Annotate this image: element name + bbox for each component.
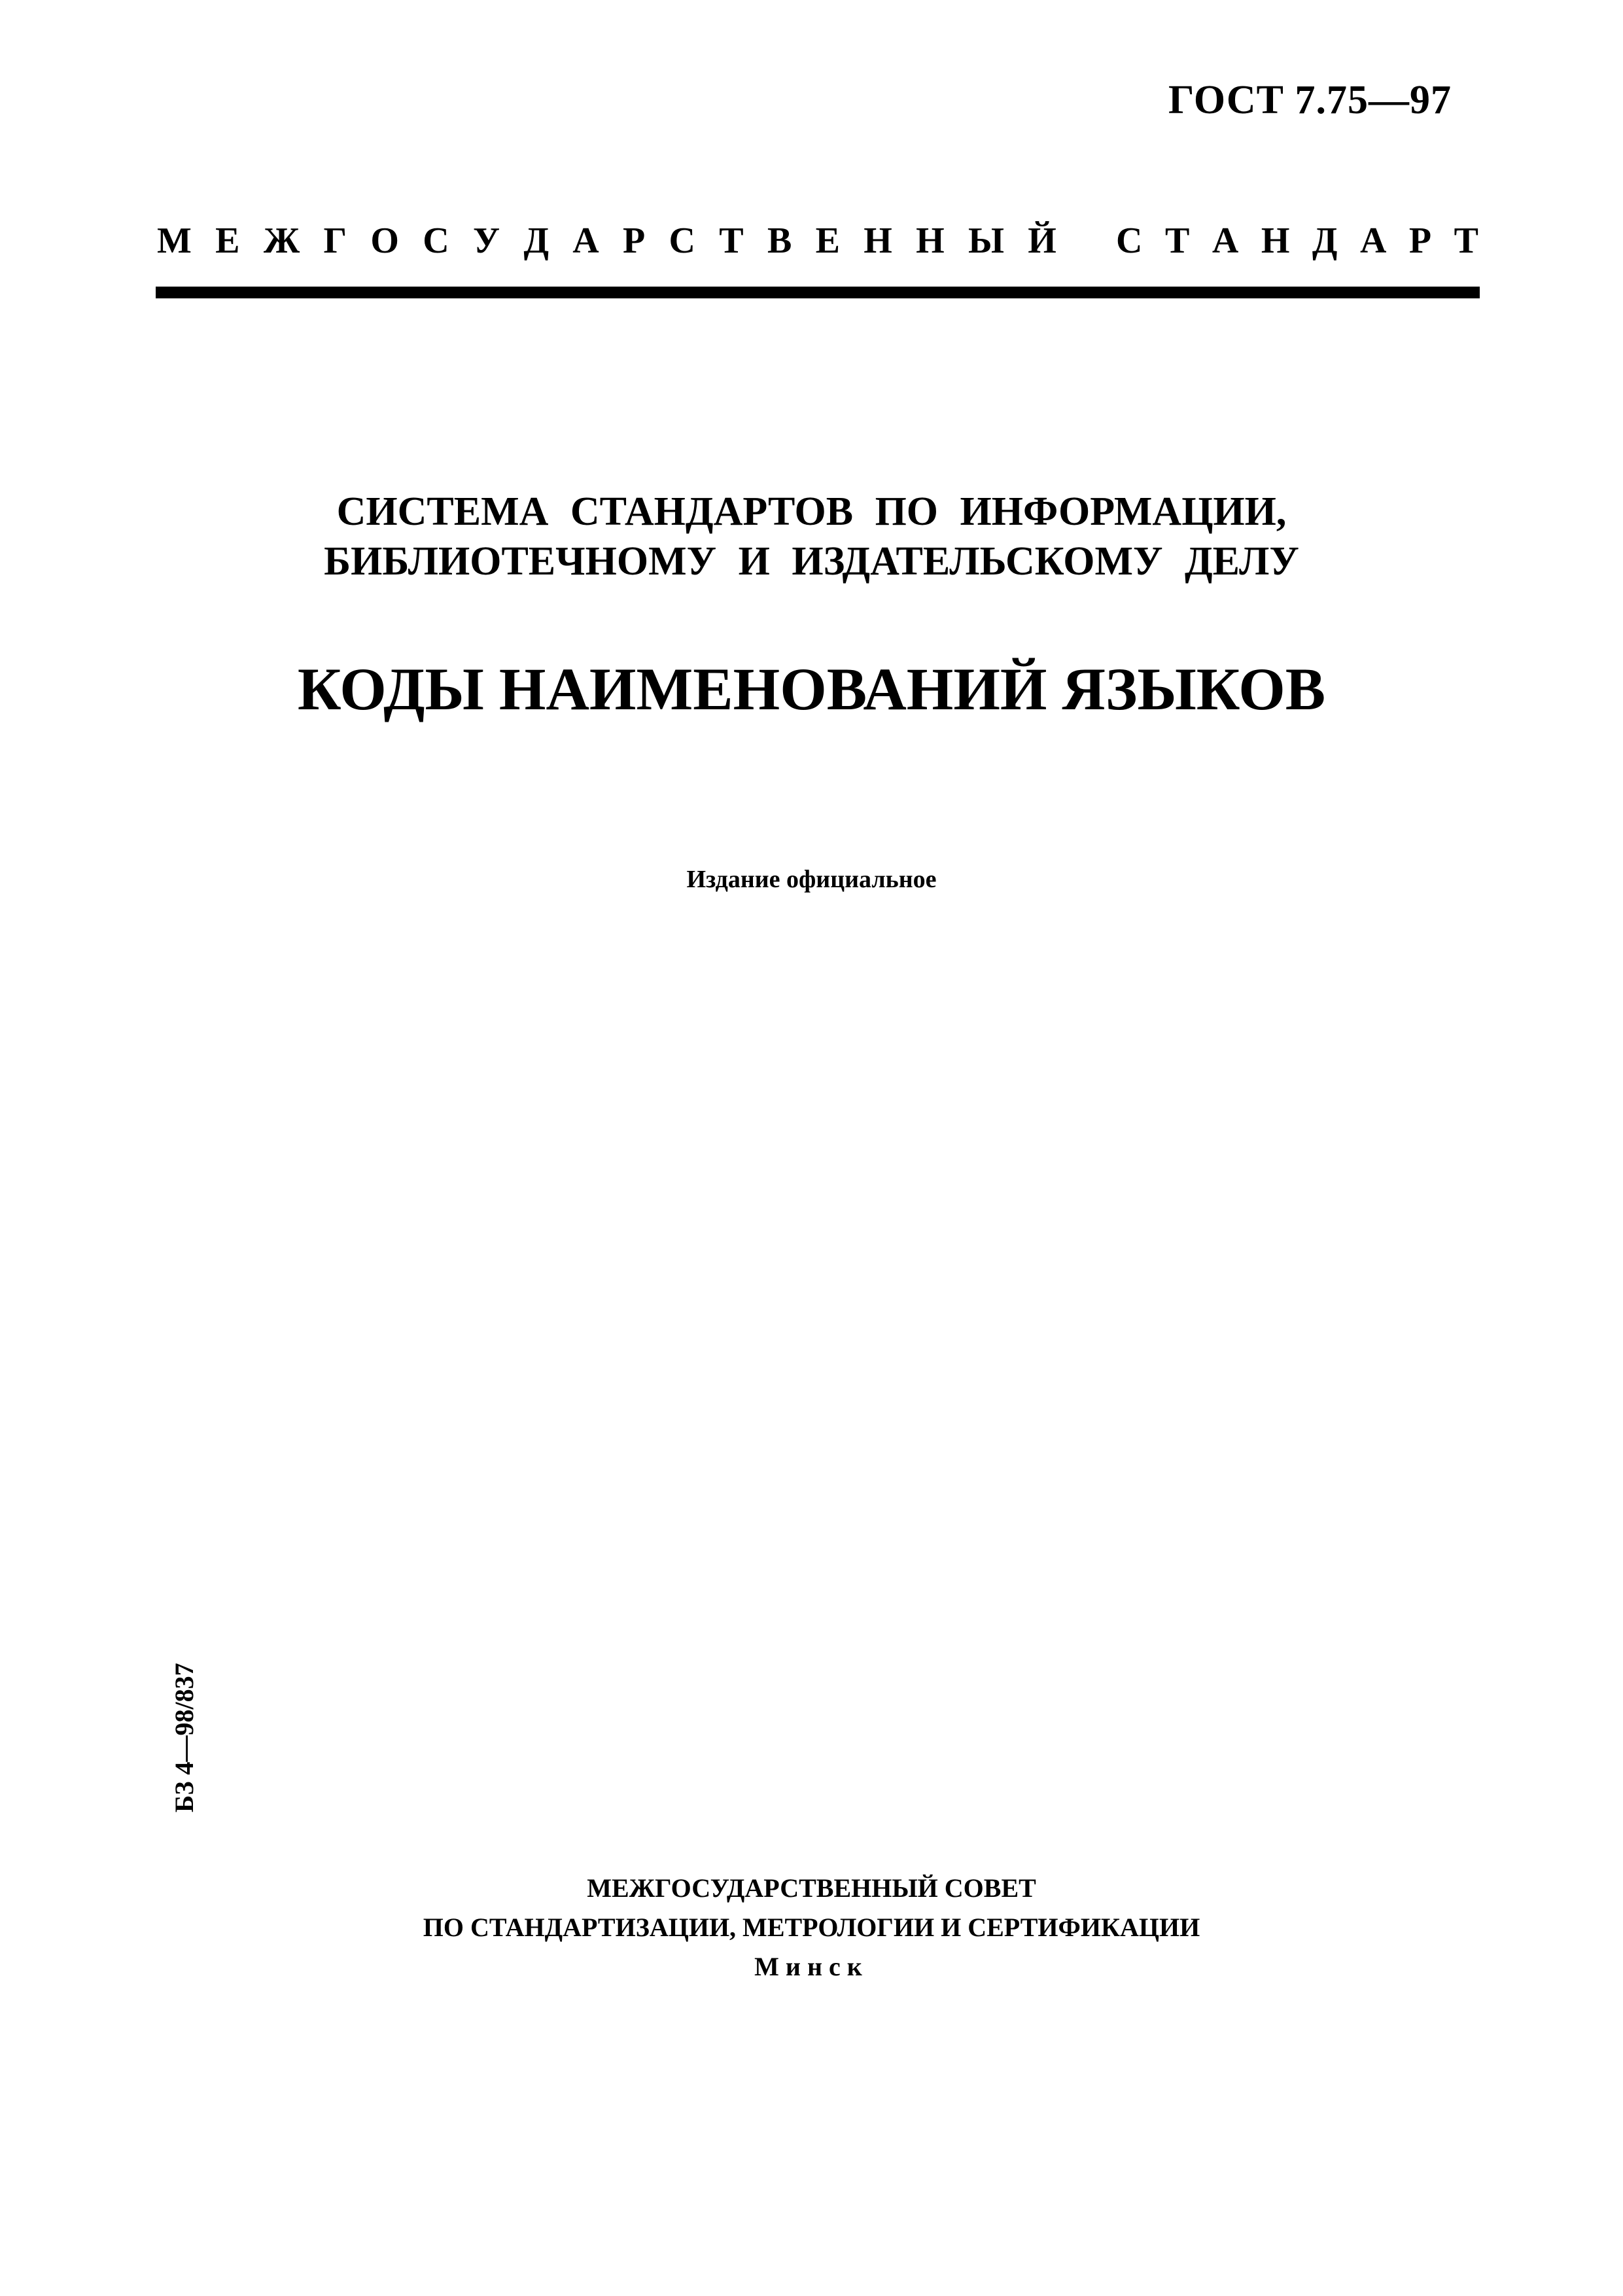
gost-number: ГОСТ 7.75—97 — [1168, 78, 1452, 122]
banner-letter: Г — [323, 221, 347, 261]
banner-letter: Н — [1261, 221, 1290, 261]
publisher-block — [0, 1869, 1623, 1987]
header-rule — [156, 287, 1480, 298]
publisher-line-1: МЕЖГОСУДАРСТВЕННЫЙ СОВЕТ — [587, 1873, 1036, 1903]
banner-letter: О — [370, 221, 399, 261]
banner-word-standard — [1116, 220, 1478, 262]
banner-letter: Т — [1454, 221, 1478, 261]
series-title-line-1: СИСТЕМА СТАНДАРТОВ ПО ИНФОРМАЦИИ, — [336, 489, 1287, 534]
banner-letter: Т — [1164, 221, 1190, 261]
banner-letter: Т — [719, 221, 744, 261]
catalog-code: БЗ 4—98/837 — [169, 1663, 199, 1812]
banner-letter: С — [669, 221, 695, 261]
banner-letter: Д — [1312, 221, 1338, 261]
banner-letter: Ж — [263, 221, 300, 261]
banner-letter: С — [423, 221, 449, 261]
banner-letter: Н — [916, 221, 945, 261]
interstate-standard-banner — [157, 215, 1478, 267]
banner-letter: А — [572, 221, 599, 261]
edition-note: Издание официальное — [686, 866, 937, 893]
series-title-line-2: БИБЛИОТЕЧНОМУ И ИЗДАТЕЛЬСКОМУ ДЕЛУ — [324, 539, 1299, 584]
series-title — [0, 487, 1623, 586]
banner-letter: Й — [1028, 221, 1056, 261]
banner-letter: Н — [864, 221, 892, 261]
banner-letter: Ы — [968, 221, 1004, 261]
banner-word-interstate — [157, 220, 1056, 262]
banner-letter: Р — [623, 221, 646, 261]
publisher-line-2: ПО СТАНДАРТИЗАЦИИ, МЕТРОЛОГИИ И СЕРТИФИКАЦИИ — [423, 1913, 1200, 1942]
banner-letter: Е — [215, 221, 240, 261]
banner-letter: С — [1116, 221, 1143, 261]
banner-letter: У — [473, 221, 500, 261]
banner-letter: В — [767, 221, 792, 261]
banner-letter: М — [157, 221, 192, 261]
banner-letter: Д — [523, 221, 549, 261]
publisher-city: Минск — [754, 1952, 869, 1981]
banner-letter: Е — [815, 221, 840, 261]
banner-letter: А — [1359, 221, 1387, 261]
banner-letter: А — [1212, 221, 1239, 261]
document-title: КОДЫ НАИМЕНОВАНИЙ ЯЗЫКОВ — [297, 656, 1326, 722]
banner-letter: Р — [1408, 221, 1432, 261]
